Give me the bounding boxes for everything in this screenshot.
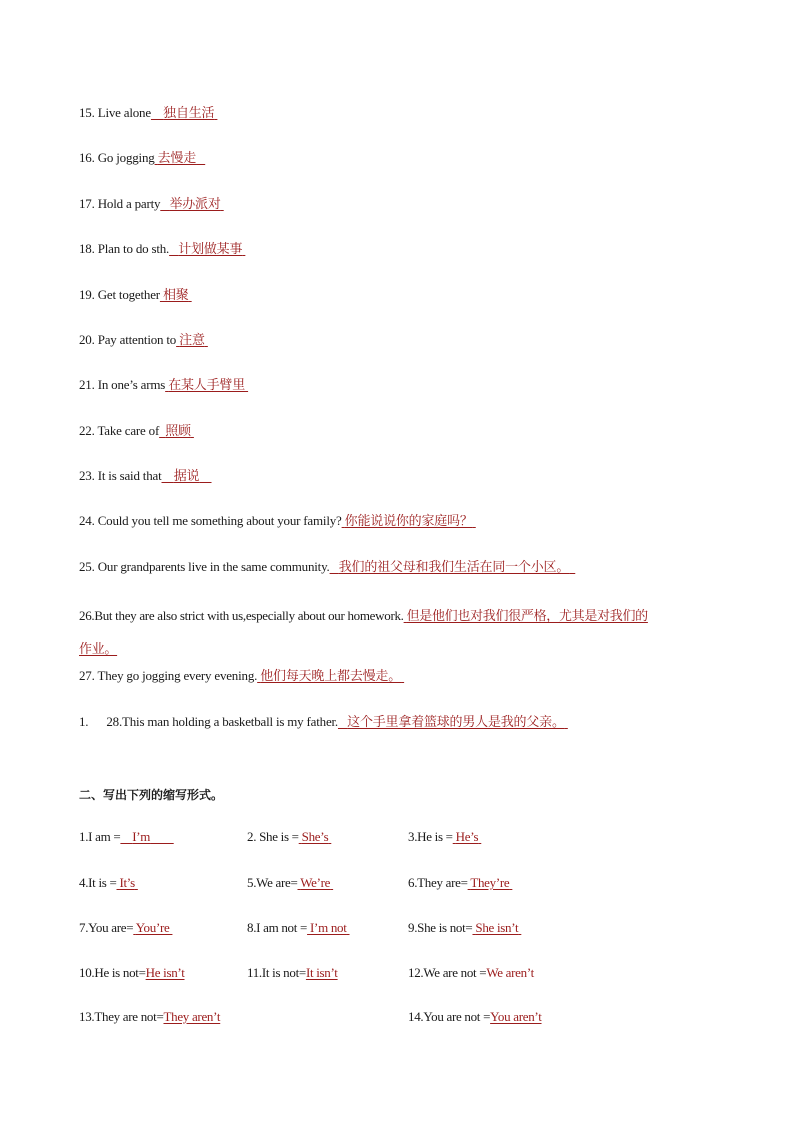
phrase-answer: 相聚 [162, 288, 189, 303]
phrase-question: 17. Hold a party [79, 196, 161, 211]
phrase-question: 22. Take care of [79, 423, 160, 438]
sentence-question: 26.But they are also strict with us,especially about our homework. [79, 608, 404, 623]
contraction-item-5 [247, 875, 333, 891]
contraction-question: 6.They are= [408, 875, 468, 890]
contraction-answer: You’re [135, 920, 170, 935]
contraction-answer: I’m not [310, 920, 347, 935]
contraction-item-12 [408, 965, 534, 981]
phrase-question: 20. Pay attention to [79, 332, 177, 347]
section-heading: 二、写出下列的缩写形式。 [79, 788, 224, 802]
contraction-answer: She’s [301, 829, 329, 844]
contraction-item-7 [79, 920, 172, 936]
phrase-answer: 计划做某事 [178, 242, 243, 257]
contraction-question: 7.You are= [79, 920, 134, 935]
sentence-answer: 他们每天晚上都去慢走。 [260, 669, 402, 684]
phrase-item-16 [79, 147, 205, 166]
contraction-answer: We aren’t [486, 965, 534, 980]
sentence-item-28 [79, 711, 568, 730]
contraction-item-8 [247, 920, 350, 936]
phrase-question: 21. In one’s arms [79, 377, 166, 392]
phrase-item-18 [79, 238, 245, 257]
phrase-answer: 我们的祖父母和我们生活在同一个小区。 [338, 560, 570, 575]
contraction-answer: It’s [119, 875, 135, 890]
sentence-question: 27. They go jogging every evening. [79, 668, 258, 683]
phrase-item-17 [79, 193, 224, 212]
contraction-question: 10.He is not= [79, 965, 146, 980]
contraction-question: 12.We are not = [408, 965, 487, 980]
phrase-question: 18. Plan to do sth. [79, 241, 170, 256]
contraction-answer: We’re [300, 875, 331, 890]
contraction-item-11 [247, 965, 338, 981]
contraction-item-10 [79, 965, 185, 981]
phrase-answer: 你能说说你的家庭吗？ [344, 514, 473, 529]
contraction-item-2 [247, 829, 331, 845]
contraction-item-13 [79, 1009, 220, 1025]
contraction-question: 9.She is not= [408, 920, 473, 935]
contraction-answer: He’s [455, 829, 479, 844]
contraction-answer: It isn’t [305, 965, 338, 980]
phrase-answer: 注意 [179, 333, 205, 348]
contraction-answer: I’m [132, 829, 151, 844]
phrase-answer: 在某人手臂里 [168, 378, 246, 393]
contraction-question: 11.It is not= [247, 965, 306, 980]
phrase-question: 25. Our grandparents live in the same community. [79, 559, 330, 574]
contraction-answer: You aren’t [490, 1009, 542, 1024]
contraction-answer: They aren’t [163, 1009, 221, 1024]
contraction-question: 5.We are= [247, 875, 298, 890]
contraction-question: 13.They are not= [79, 1009, 164, 1024]
phrase-item-20 [79, 329, 208, 348]
contraction-question: 4.It is = [79, 875, 117, 890]
contraction-item-6 [408, 875, 512, 891]
contraction-item-9 [408, 920, 521, 936]
sentence-answer-part2: 作业。 [79, 642, 118, 657]
contraction-answer: They’re [470, 875, 510, 890]
phrase-item-24 [79, 510, 476, 529]
contraction-item-1 [79, 829, 174, 845]
sentence-answer: 这个手里拿着篮球的男人是我的父亲。 [347, 715, 565, 730]
sentence-answer-part1: 但是他们也对我们很严格，尤其是对我们的 [406, 609, 648, 624]
phrase-answer: 据说 [173, 469, 200, 484]
phrase-item-25 [79, 556, 575, 575]
sentence-question: 28.This man holding a basketball is my father. [106, 714, 338, 729]
phrase-answer: 独自生活 [163, 106, 215, 121]
contraction-question: 8.I am not = [247, 920, 308, 935]
phrase-question: 15. Live alone [79, 105, 151, 120]
phrase-answer: 去慢走 [157, 151, 197, 166]
contraction-question: 3.He is = [408, 829, 453, 844]
contraction-question: 1.I am = [79, 829, 121, 844]
phrase-item-21 [79, 374, 248, 393]
contraction-question: 14.You are not = [408, 1009, 491, 1024]
contraction-item-4 [79, 875, 138, 891]
phrase-answer: 举办派对 [169, 197, 221, 212]
contraction-question: 2. She is = [247, 829, 299, 844]
phrase-item-19 [79, 284, 192, 303]
phrase-item-22 [79, 420, 194, 439]
sentence-item-26 [79, 600, 729, 666]
contraction-item-14 [408, 1009, 542, 1025]
contraction-answer: She isn’t [475, 920, 519, 935]
sentence-item-27 [79, 665, 404, 684]
phrase-item-23 [79, 465, 212, 484]
phrase-item-15 [79, 102, 217, 121]
phrase-question: 24. Could you tell me something about your family? [79, 513, 342, 528]
phrase-question: 19. Get together [79, 287, 160, 302]
contraction-item-3 [408, 829, 481, 845]
phrase-answer: 照顾 [165, 424, 191, 439]
phrase-question: 16. Go jogging [79, 150, 155, 165]
phrase-question: 23. It is said that [79, 468, 162, 483]
list-number: 1. [79, 714, 89, 729]
contraction-answer: He isn’t [145, 965, 185, 980]
